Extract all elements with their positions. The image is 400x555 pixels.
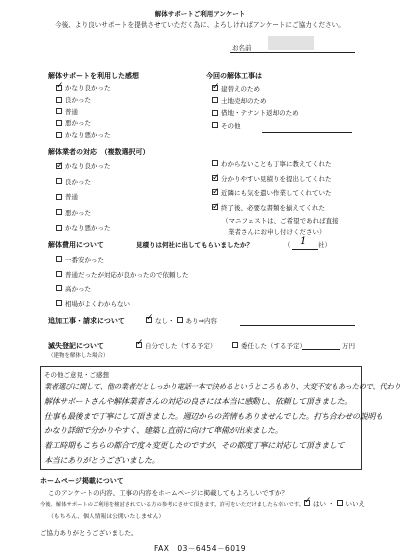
q2-option-4[interactable]: その他 bbox=[212, 120, 299, 132]
q2-option-2[interactable]: 土地売却のため bbox=[212, 95, 299, 107]
q5-option-3[interactable]: 高かった bbox=[56, 282, 189, 297]
q5-options bbox=[56, 253, 189, 311]
checkbox-checked[interactable] bbox=[304, 500, 310, 506]
comment-line: かなり詳細で分かりやすく、建築し直前に向けて準備が出来ました。 bbox=[44, 426, 283, 436]
hp-question: このアンケートの内容、工事の内容をホームページに掲載してもよろしいですか？ bbox=[48, 489, 288, 497]
fax-number: FAX 03－6454－6019 bbox=[153, 544, 247, 553]
q7-option-self[interactable]: ✓ 自分でした（する予定） bbox=[136, 341, 217, 350]
q5-option-4[interactable]: 相場がよくわからない bbox=[56, 297, 189, 312]
checkbox[interactable] bbox=[212, 97, 218, 103]
checkbox[interactable] bbox=[212, 160, 218, 166]
checkbox-checked[interactable] bbox=[212, 189, 218, 195]
q3-option-4[interactable]: 悪かった bbox=[56, 206, 111, 222]
comment-line: 解体サポートさんや解体業者さんの対応の良さには本当に感動し、依頼して頂きました。 bbox=[44, 396, 352, 406]
checkbox[interactable] bbox=[56, 285, 62, 291]
q4-option-1[interactable]: わからないことも丁寧に教えてくれた bbox=[212, 157, 332, 172]
estimate-question: 見積りは何社に出してもらいましたか？ bbox=[136, 241, 253, 249]
checkbox[interactable] bbox=[56, 97, 62, 103]
q3-title: 解体業者の対応 （複数選択可） bbox=[48, 148, 150, 156]
name-underline bbox=[230, 52, 355, 53]
q5-title: 解体費用について bbox=[48, 241, 104, 249]
checkbox-checked[interactable] bbox=[146, 317, 152, 323]
q6-options: ✓ なし・ あり⇒内容 bbox=[146, 316, 217, 325]
q4-option-3[interactable]: ✓ 近隣にも気を遣い作業してくれていた bbox=[212, 186, 332, 201]
privacy-note: （もちろん、個人情報は公開いたしません） bbox=[48, 514, 165, 520]
form-title: 解体サポートご利用アンケート bbox=[154, 10, 246, 18]
checkbox[interactable] bbox=[232, 342, 238, 348]
q7-note: （建物を解体した場合） bbox=[48, 353, 109, 359]
q6-detail-underline bbox=[240, 325, 355, 326]
estimate-unit: 社） bbox=[318, 241, 331, 249]
checkbox[interactable] bbox=[212, 122, 218, 128]
form-subtitle: 今後、より良いサポートを提供させていただく為に、よろしければアンケートにご協力ください。 bbox=[55, 21, 345, 29]
checkbox[interactable] bbox=[56, 209, 62, 215]
manifest-note-1: （マニフェストは、ご希望であれば直接 bbox=[222, 217, 339, 225]
other-underline bbox=[262, 132, 352, 133]
q4-option-4[interactable]: ✓ 終了後、必要な書類を揃えてくれた bbox=[212, 201, 332, 216]
comment-line: 着工時期もこちらの都合で度々変更したのですが、その都度丁寧に対応して頂きまして bbox=[44, 441, 345, 451]
estimate-paren-open: （ bbox=[284, 241, 291, 249]
checkbox[interactable] bbox=[56, 271, 62, 277]
q6-title: 追加工事・請求について bbox=[48, 317, 125, 325]
checkbox-checked[interactable] bbox=[212, 204, 218, 210]
checkbox[interactable] bbox=[56, 120, 62, 126]
comments-label: その他ご意見・ご感想 bbox=[44, 371, 109, 379]
q7-option-delegate[interactable]: 委任した（する予定） bbox=[232, 341, 306, 350]
comment-line: 業者選びに関して、他の業者だとしっかり電話一本で決めるというところもあり、大変不安もあったので、代わり bbox=[44, 382, 400, 391]
manifest-note-2: 業者さんにお申し付けください） bbox=[228, 228, 326, 236]
checkbox-checked[interactable] bbox=[56, 163, 62, 169]
q3-option-5[interactable]: かなり悪かった bbox=[56, 221, 111, 237]
q3-options bbox=[56, 159, 111, 237]
q1-option-4[interactable]: 悪かった bbox=[56, 118, 111, 130]
thanks-text: ご協力ありがとうございました。 bbox=[40, 529, 138, 537]
yen-underline bbox=[302, 349, 340, 350]
hp-title: ホームページ掲載について bbox=[40, 477, 124, 485]
q2-options bbox=[212, 83, 299, 132]
q2-option-1[interactable]: ✓ 建替えのため bbox=[212, 83, 299, 95]
q1-options bbox=[56, 83, 111, 142]
hp-options: ✓ はい ・ いいえ bbox=[304, 499, 365, 508]
q5-option-1[interactable]: 一番安かった bbox=[56, 253, 189, 268]
checkbox[interactable] bbox=[56, 300, 62, 306]
checkbox-checked[interactable] bbox=[136, 342, 142, 348]
redacted-name bbox=[268, 36, 314, 50]
q1-option-5[interactable]: かなり悪かった bbox=[56, 130, 111, 142]
q4-options bbox=[212, 157, 332, 215]
separator: ・ bbox=[328, 500, 335, 508]
q2-title: 今回の解体工事は bbox=[206, 72, 262, 80]
q2-option-3[interactable]: 借地・テナント返却のため bbox=[212, 107, 299, 119]
comments-text[interactable] bbox=[44, 380, 400, 469]
comment-line: 本当にありがとうございました。 bbox=[44, 455, 160, 465]
checkbox[interactable] bbox=[56, 225, 62, 231]
q7-title: 滅失登記について bbox=[48, 342, 104, 350]
checkbox-checked[interactable] bbox=[212, 85, 218, 91]
estimate-underline bbox=[292, 249, 318, 250]
q1-option-2[interactable]: 良かった bbox=[56, 95, 111, 107]
q1-option-3[interactable]: 普通 bbox=[56, 107, 111, 119]
comment-line: 仕事も最後まで丁寧にして頂きました。週辺からの苦情もありませんでした。打ち合わせの説明も bbox=[44, 411, 383, 421]
checkbox-checked[interactable] bbox=[56, 85, 62, 91]
checkbox[interactable] bbox=[56, 256, 62, 262]
q3-option-1[interactable]: ✓ かなり良かった bbox=[56, 159, 111, 175]
checkbox[interactable] bbox=[337, 500, 343, 506]
q1-title: 解体サポートを利用した感想 bbox=[48, 72, 139, 80]
checkbox[interactable] bbox=[56, 132, 62, 138]
yen-unit: 万円 bbox=[342, 342, 355, 350]
q3-option-2[interactable]: 良かった bbox=[56, 175, 111, 191]
q3-option-3[interactable]: 普通 bbox=[56, 190, 111, 206]
checkbox-checked[interactable] bbox=[212, 175, 218, 181]
checkbox[interactable] bbox=[56, 178, 62, 184]
name-label: お名前 bbox=[232, 44, 252, 52]
checkbox[interactable] bbox=[56, 108, 62, 114]
checkbox[interactable] bbox=[212, 110, 218, 116]
checkbox[interactable] bbox=[177, 317, 183, 323]
hp-detail: 今後、解体サポートのご利用を検討されている方の参考にさせて頂きます。許可をいただけましたら幸いです。 bbox=[40, 502, 304, 508]
q1-option-1[interactable]: ✓ かなり良かった bbox=[56, 83, 111, 95]
q4-option-2[interactable]: ✓ 分かりやすい見積りを提出してくれた bbox=[212, 172, 332, 187]
checkbox[interactable] bbox=[56, 194, 62, 200]
q5-option-2[interactable]: 普通だったが対応が良かったので依頼した bbox=[56, 268, 189, 283]
estimate-value[interactable]: 1 bbox=[300, 236, 307, 247]
